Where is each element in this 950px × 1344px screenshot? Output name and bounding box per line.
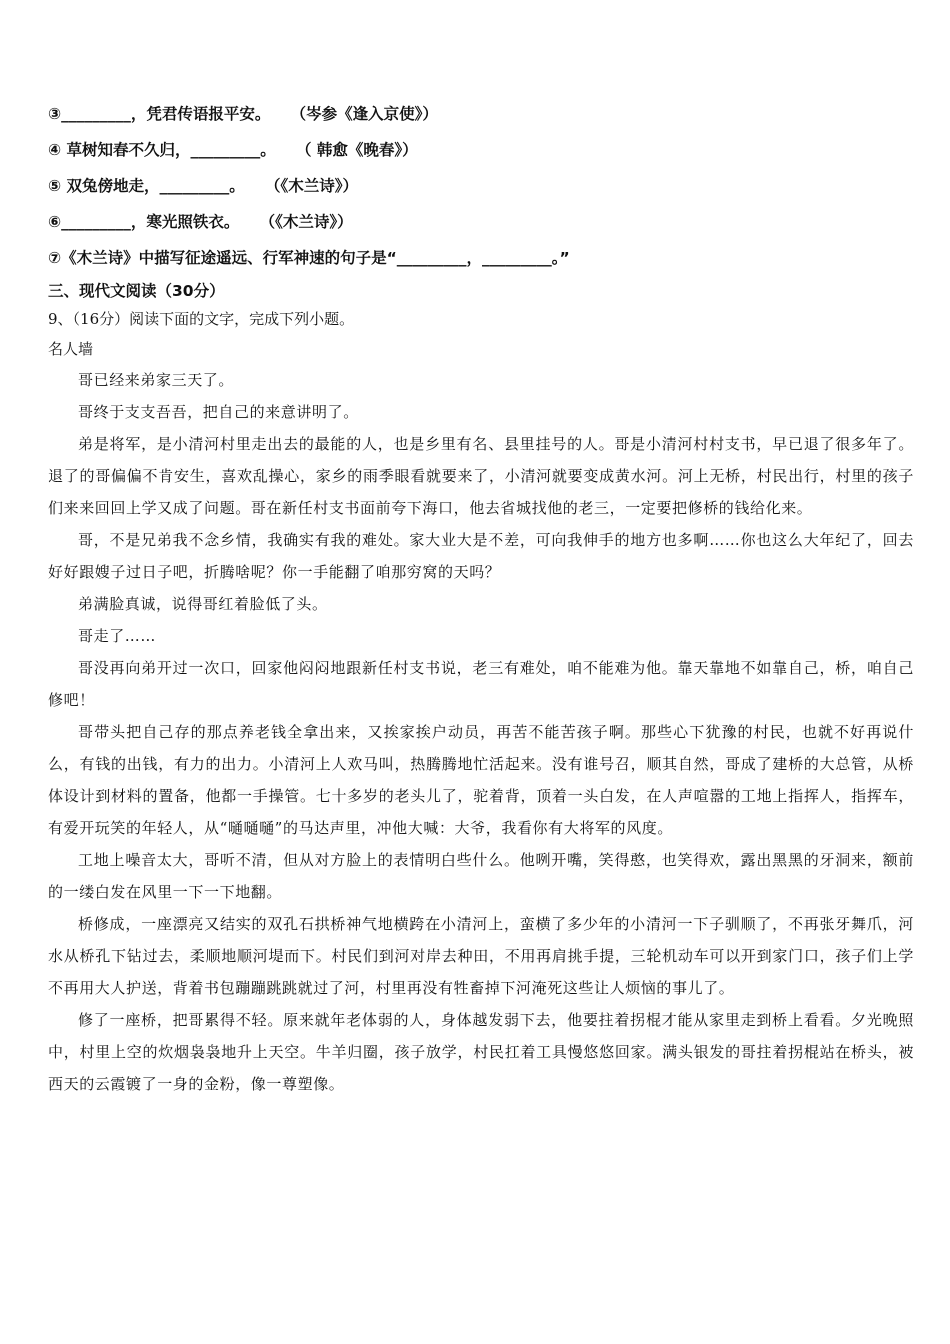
poem-line-4-source: （ 韩愈《晚春》）	[303, 141, 418, 159]
story-paragraph-5: 弟满脸真诚，说得哥红着脸低了头。	[78, 595, 328, 613]
poem-line-5-source: （《木兰诗》）	[272, 177, 359, 195]
story-paragraph-9: 工地上噪音太大，哥听不清，但从对方脸上的表情明白些什么。他咧开嘴，笑得憨，也笑得欢，露出黑黑的牙洞来，额前的一缕白发在风里一下一下地翻。	[48, 851, 914, 901]
question-heading: 9、（16分）阅读下面的文字，完成下列小题。	[48, 310, 355, 328]
story-paragraph-8: 哥带头把自己存的那点养老钱全拿出来，又挨家挨户动员，再苦不能苦孩子啊。那些心下犹豫的村民，也就不好再说什么，有钱的出钱，有力的出力。小清河上人欢马叫，热腾腾地忙活起来。没有谁号召，顺其自然，哥成了建桥的大总管，从桥体设计到材料的置备，他都一手操管。七十多岁的老头儿了，驼着背，顶着一头白发，在人声喧嚣的工地上指挥人，指挥车，有爱开玩笑的年轻人，从“嗵嗵嗵”的马达声里，冲他大喊：大爷，我看你有大将军的风度。	[48, 723, 914, 837]
poem-line-7-text: ⑦《木兰诗》中描写征途遥远、行军神速的句子是“_________，_________。”	[48, 249, 570, 267]
poem-line-6	[48, 204, 914, 240]
poem-line-3-text: ③_________，凭君传语报平安。	[48, 105, 271, 123]
poem-line-4-text: ④ 草树知春不久归，_________。	[48, 141, 276, 159]
page-content	[48, 96, 914, 1100]
story-paragraph-7: 哥没再向弟开过一次口，回家他闷闷地跟新任村支书说，老三有难处，咱不能难为他。靠天靠地不如靠自己，桥，咱自己修吧！	[48, 659, 914, 709]
poem-line-6-source: （《木兰诗》）	[267, 213, 353, 231]
poem-line-6-text: ⑥_________，寒光照铁衣。	[48, 213, 240, 231]
story-paragraph-3: 弟是将军，是小清河村里走出去的最能的人，也是乡里有名、县里挂号的人。哥是小清河村村支书，早已退了很多年了。退了的哥偏偏不肯安生，喜欢乱操心，家乡的雨季眼看就要来了，小清河就要变成黄水河。河上无桥，村民出行，村里的孩子们来来回回上学又成了问题。哥在新任村支书面前夸下海口，他去省城找他的老三，一定要把修桥的钱给化来。	[48, 435, 914, 517]
story-paragraph-1: 哥已经来弟家三天了。	[78, 371, 235, 389]
poem-line-4	[48, 132, 914, 168]
story-paragraph-6: 哥走了……	[78, 627, 157, 645]
poem-line-5	[48, 168, 914, 204]
story-paragraph-11: 修了一座桥，把哥累得不轻。原来就年老体弱的人，身体越发弱下去，他要拄着拐棍才能从家里走到桥上看看。夕光晚照中，村里上空的炊烟袅袅地升上天空。牛羊归圈，孩子放学，村民扛着工具慢悠悠回家。满头银发的哥拄着拐棍站在桥头，被西天的云霞镀了一身的金粉，像一尊塑像。	[48, 1011, 914, 1093]
story-title: 名人墙	[48, 340, 94, 358]
poem-line-3	[48, 96, 914, 132]
poem-line-7	[48, 240, 914, 276]
section-title: 三、现代文阅读（30分）	[48, 282, 225, 300]
story-paragraph-2: 哥终于支支吾吾，把自己的来意讲明了。	[78, 403, 359, 421]
story-paragraph-4: 哥，不是兄弟我不念乡情，我确实有我的难处。家大业大是不差，可向我伸手的地方也多啊……你也这么大年纪了，回去好好跟嫂子过日子吧，折腾啥呢？你一手能翻了咱那穷窝的天吗？	[48, 531, 914, 581]
story-paragraph-10: 桥修成，一座漂亮又结实的双孔石拱桥神气地横跨在小清河上，蛮横了多少年的小清河一下子驯顺了，不再张牙舞爪，河水从桥孔下钻过去，柔顺地顺河堤而下。村民们到河对岸去种田，不用再肩挑手提，三轮机动车可以开到家门口，孩子们上学不再用大人护送，背着书包蹦蹦跳跳就过了河，村里再没有牲畜掉下河淹死这些让人烦恼的事儿了。	[48, 915, 914, 997]
poem-line-3-source: （岑参《逢入京使》）	[298, 105, 438, 123]
poem-line-5-text: ⑤ 双兔傍地走，_________。	[48, 177, 245, 195]
